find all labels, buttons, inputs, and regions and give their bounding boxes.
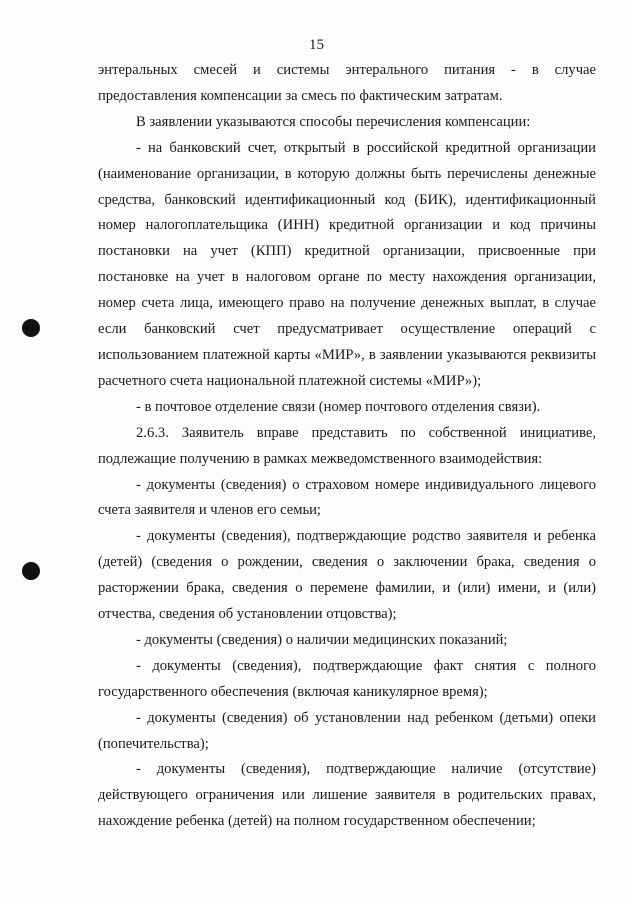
paragraph-bank-account: - на банковский счет, открытый в российской кредитной организации (наименование организации, в которую должны быть перечислены денежные средства, банковский идентификационный код (БИК), идентификационный номер налогоплательщика (ИНН) кредитной организации и код причины постановки на учет (КПП) кредитной организации, присвоенные при постановке на учет в налоговом органе по месту нахождения организации, номер счета лица, имеющего право на получение денежных выплат, в случае если банковский счет предусматривает осуществление операций с использованием платежной карты «МИР», в заявлении указываются реквизиты расчетного счета национальной платежной системы «МИР»); — [98, 139, 596, 389]
paragraph-post-office: - в почтовое отделение связи (номер почтового отделения связи). — [136, 398, 541, 415]
list-item-insurance-number: - документы (сведения) о страховом номере индивидуального лицевого счета заявителя и членов его семьи; — [98, 476, 596, 519]
document-body — [98, 58, 596, 835]
list-item-state-support-removal: - документы (сведения), подтверждающие факт снятия с полного государственного обеспечения (включая каникулярное время); — [98, 657, 596, 700]
list-item-parental-rights: - документы (сведения), подтверждающие наличие (отсутствие) действующего ограничения или лишение заявителя в родительских правах, нахождение ребенка (детей) на полном государственном обеспечении; — [98, 761, 596, 830]
list-item-kinship: - документы (сведения), подтверждающие родство заявителя и ребенка (детей) (сведения о рождении, сведения о заключении брака, сведения о расторжении брака, сведения о перемене фамилии, и (или) имени, и (или) отчества, сведения об установлении отцовства); — [98, 528, 596, 623]
list-item-medical: - документы (сведения) о наличии медицинских показаний; — [136, 631, 508, 648]
punch-hole-bottom — [22, 562, 40, 580]
paragraph-continuation: энтеральных смесей и системы энтерального питания - в случае предоставления компенсации за смесь по фактическим затратам. — [98, 62, 596, 104]
list-item-guardianship: - документы (сведения) об установлении над ребенком (детьми) опеки (попечительства); — [98, 709, 596, 752]
page-number: 15 — [309, 37, 324, 53]
paragraph-2-6-3: 2.6.3. Заявитель вправе представить по собственной инициативе, подлежащие получению в рамках межведомственного взаимодействия: — [98, 424, 596, 467]
punch-hole-top — [22, 319, 40, 337]
paragraph-payment-methods: В заявлении указываются способы перечисления компенсации: — [136, 113, 531, 130]
